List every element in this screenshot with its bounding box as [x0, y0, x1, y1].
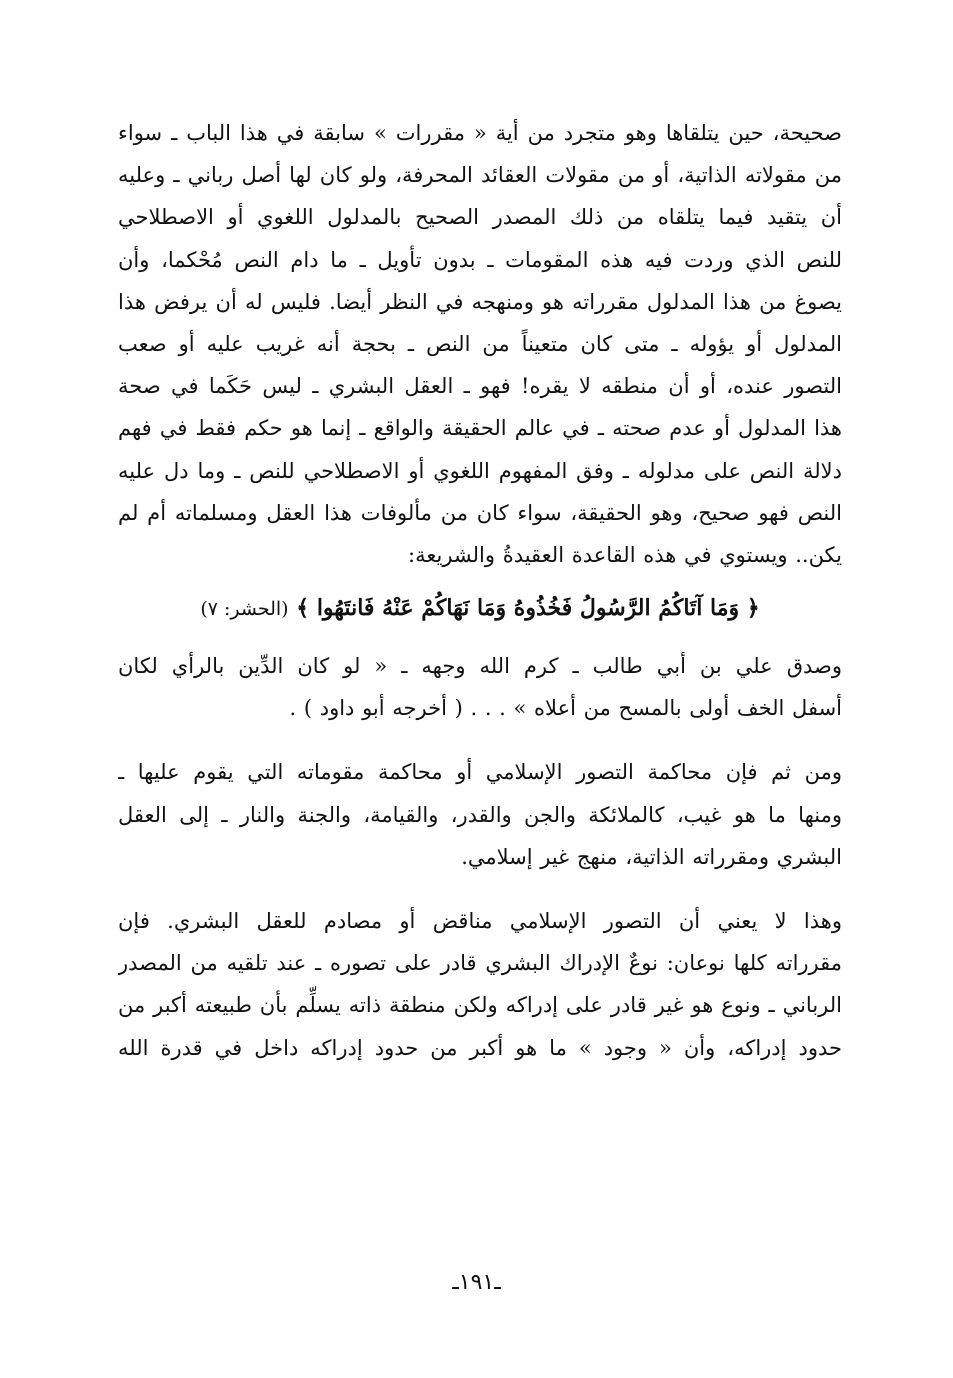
- text-line: ومنها ما هو غيب، كالملائكة والجن والقدر، والقيامة، والجنة والنار ـ إلى العقل: [118, 802, 842, 827]
- text-line: الرباني ـ ونوع هو غير قادر على إدراكه ولكن منطقة ذاته يسلِّم بأن طبيعته أكبر من: [118, 993, 842, 1018]
- paragraph-3: [118, 751, 842, 878]
- text-line: مقرراته كلها نوعان: نوعٌ الإدراك البشري قادر على تصوره ـ عند تلقيه من المصدر: [118, 951, 842, 976]
- verse-text: ﴿ وَمَا آتَاكُمُ الرَّسُولُ فَخُذُوهُ وَمَا نَهَاكُمْ عَنْهُ فَانتَهُوا ﴾: [296, 595, 760, 622]
- text-line: صحيحة، حين يتلقاها وهو متجرد من أية « مقررات » سابقة في هذا الباب ـ سواء: [118, 121, 842, 145]
- text-line: هذا المدلول أو عدم صحته ـ في عالم الحقيقة والواقع ـ إنما هو حكم فقط في فهم: [118, 416, 842, 441]
- paragraph-4: [118, 900, 842, 1069]
- quran-verse: [118, 586, 842, 631]
- page-number: ـ١٩١ـ: [452, 1270, 501, 1295]
- paragraph-1: [118, 112, 842, 576]
- text-line: أسفل الخف أولى بالمسح من أعلاه » . . . ( أخرجه أبو داود ) .: [289, 696, 842, 721]
- text-line: وصدق علي بن أبي طالب ـ كرم الله وجهه ـ « لو كان الدِّين بالرأي لكان: [118, 654, 842, 679]
- text-line: ومن ثم فإن محاكمة التصور الإسلامي أو محاكمة مقوماته التي يقوم عليها ـ: [118, 760, 842, 785]
- text-line: أن يتقيد فيما يتلقاه من ذلك المصدر الصحيح بالمدلول اللغوي أو الاصطلاحي: [118, 205, 842, 230]
- text-line: البشري ومقرراته الذاتية، منهج غير إسلامي.: [461, 844, 842, 869]
- text-line: يكن.. ويستوي في هذه القاعدة العقيدةُ والشريعة:: [408, 542, 842, 567]
- text-line: النص فهو صحيح، وهو الحقيقة، سواء كان من مألوفات هذا العقل ومسلماته أم لم: [118, 500, 842, 525]
- page-body: [118, 112, 842, 1069]
- text-line: دلالة النص على مدلوله ـ وفق المفهوم اللغوي أو الاصطلاحي للنص ـ وما دل عليه: [118, 458, 842, 483]
- text-line: يصوغ من هذا المدلول مقرراته هو ومنهجه في النظر أيضا. فليس له أن يرفض هذا: [118, 289, 842, 314]
- text-line: المدلول أو يؤوله ـ متى كان متعيناً من النص ـ بحجة أنه غريب عليه أو صعب: [118, 331, 842, 356]
- paragraph-2: [118, 645, 842, 729]
- verse-reference: (الحشر: ٧): [200, 598, 289, 621]
- text-line: من مقولاته الذاتية، أو من مقولات العقائد المحرفة، ولو كان لها أصل رباني ـ وعليه: [118, 163, 842, 188]
- text-line: وهذا لا يعني أن التصور الإسلامي مناقض أو مصادم للعقل البشري. فإن: [118, 909, 842, 933]
- text-line: التصور عنده، أو أن منطقه لا يقره! فهو ـ العقل البشري ـ ليس حَكَما في صحة: [118, 374, 842, 399]
- text-line: للنص الذي وردت فيه هذه المقومات ـ بدون تأويل ـ ما دام النص مُحْكما، وأن: [118, 247, 842, 272]
- text-line: حدود إدراكه، وأن « وجود » ما هو أكبر من حدود إدراكه داخل في قدرة الله: [118, 1035, 842, 1060]
